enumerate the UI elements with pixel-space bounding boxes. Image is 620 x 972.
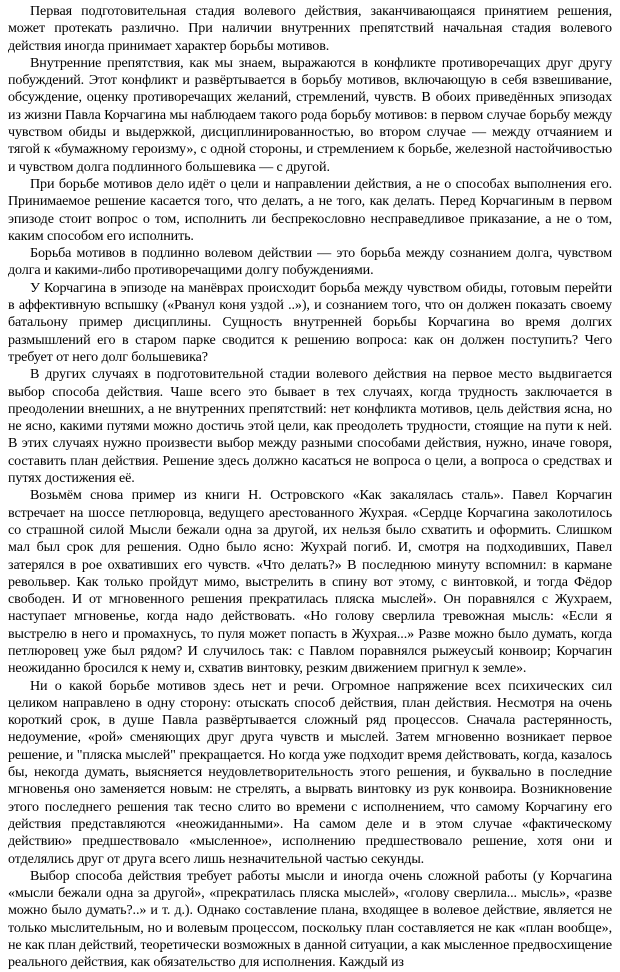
- document-page: [8, 3, 612, 972]
- paragraph-4: Борьба мотивов в подлинно волевом действии — это борьба между сознанием долга, чувством долга и какими-либо противоречащими долгу побуждениями.: [8, 245, 612, 279]
- paragraph-5: У Корчагина в эпизоде на манёврах происходит борьба между чувством обиды, готовым перейти в аффективную вспышку («Рванул коня уздой ..»), и сознанием того, что он должен показать своему батальону пример дисциплины. Сущность внутренней борьбы Корчагина во время долгих размышлений его в старом парке сводится к решению вопроса: как он должен поступить? Чего требует от него долг большевика?: [8, 279, 612, 365]
- paragraph-3: При борьбе мотивов дело идёт о цели и направлении действия, а не о способах выполнения его. Принимаемое решение касается того, что делать, а не того, как делать. Перед Корчагиным в первом эпизоде стоит вопрос о том, исполнить ли беспрекословно несправедливое приказание, а не о том, каким способом его исполнить.: [8, 175, 612, 244]
- paragraph-8: Ни о какой борьбе мотивов здесь нет и речи. Огромное напряжение всех психических сил целиком направлено в одну сторону: отыскать способ действия, план действия. Несмотря на очень короткий срок, в душе Павла развёртывается сложный ряд процессов. Сначала растерянность, недоумение, «рой» сменяющих друг друга чувств и мыслей. Затем мгновенно возникает первое решение, и "пляска мыслей" прекращается. Но когда уже подходит время действовать, когда, казалось бы, некогда думать, выясняется неудовлетворительность этого решения, и буквально в последние мгновенья оно заменяется новым: не стрелять, а вырвать винтовку из рук конвоира. Возникновение этого последнего решения так тесно слито во времени с исполнением, что самому Корчагину его действия представляются «неожиданными». На самом деле и в этом случае «фактическому действию» предшествовало «мысленное», исполнению предшествовало решение, хотя они и отделялись друг от друга всего лишь незначительной частью секунды.: [8, 677, 612, 867]
- paragraph-9: Выбор способа действия требует работы мысли и иногда очень сложной работы (у Корчагина «мысли бежали одна за другой», «прекратилась пляска мыслей», «голову сверлила... мысль», «разве можно было думать?..» и т. д.). Однако составление плана, входящее в волевое действие, является не только мыслительным, но и волевым процессом, поскольку план составляется не как «план вообще», не как план действий, теоретически возможных в данной ситуации, а как мысленное предвосхищение реального действия, как обязательство для исполнения. Каждый из: [8, 867, 612, 971]
- paragraph-1: Первая подготовительная стадия волевого действия, заканчивающаяся принятием решения, может протекать различно. При наличии внутренних препятствий начальная стадия волевого действия иногда принимает характер борьбы мотивов.: [8, 3, 612, 54]
- paragraph-2: Внутренние препятствия, как мы знаем, выражаются в конфликте противоречащих друг другу побуждений. Этот конфликт и развёртывается в борьбу мотивов, включающую в себя взвешивание, обсуждение, оценку противоречащих желаний, стремлений, чувств. В обоих приведённых эпизодах из жизни Павла Корчагина мы наблюдаем такого рода борьбу мотивов: в первом случае борьбу между чувством обиды и выдержкой, дисциплинированностью, во втором случае — между отчаянием и тягой к «бумажному героизму», с одной стороны, и стремлением к борьбе, железной настойчивостью и чувством долга подлинного большевика — с другой.: [8, 54, 612, 175]
- paragraph-6: В других случаях в подготовительной стадии волевого действия на первое место выдвигается выбор способа действия. Чаше всего это бывает в тех случаях, когда трудность заключается в преодолении внешних, а не внутренних препятствий: нет конфликта мотивов, цель действия ясна, но не ясно, какими путями можно достичь этой цели, как преодолеть трудности, стоящие на пути к ней. В этих случаях нужно произвести выбор между разными способами действия, нужно, иначе говоря, составить план действия. Решение здесь должно касаться не вопроса о цели, а вопроса о средствах и путях достижения её.: [8, 366, 612, 487]
- paragraph-7: Возьмём снова пример из книги Н. Островского «Как закалялась сталь». Павел Корчагин встречает на шоссе петлюровца, ведущего арестованного Жухрая. «Сердце Корчагина заколотилось со страшной силой Мысли бежали одна за другой, их нельзя было схватить и оформить. Слишком мал был срок для решения. Одно было ясно: Жухрай погиб. И, смотря на подходивших, Павел затерялся в рое охвативших его чувств. «Что делать?» В последнюю минуту вспомнил: в кармане револьвер. Как только пройдут мимо, выстрелить в спину вот этому, с винтовкой, и тогда Фёдор свободен. И от мгновенного решения прекратилась пляска мыслей». Он поравнялся с Жухраем, наступает мгновенье, когда надо действовать. «Но голову сверлила тревожная мысль: «Если я выстрелю в него и промахнусь, то пуля может попасть в Жухрая...» Разве можно было думать, когда петлюровец уже был рядом? И случилось так: с Павлом поравнялся рыжеусый конвоир; Корчагин неожиданно бросился к нему и, схватив винтовку, резким движением пригнул к земле».: [8, 487, 612, 677]
